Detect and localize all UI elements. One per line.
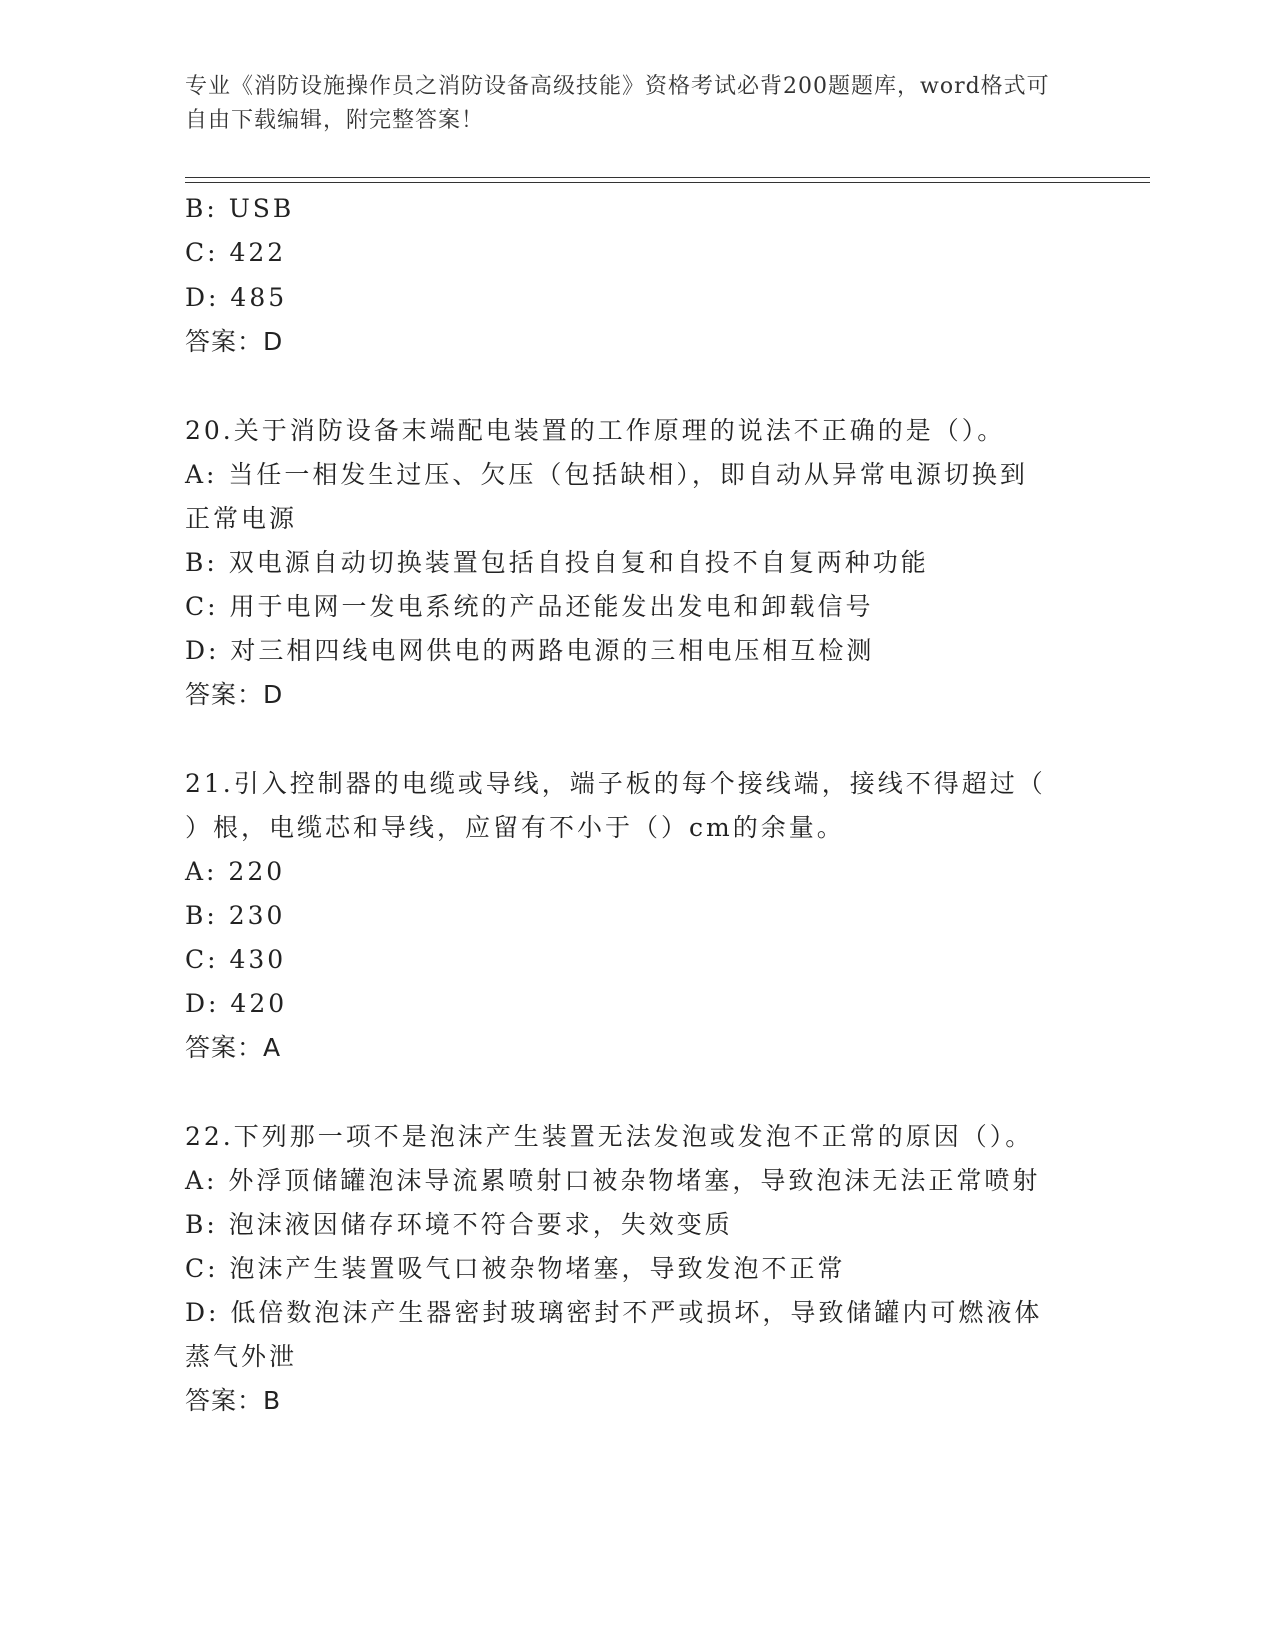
option-b: B: 230 <box>185 901 286 930</box>
option-a: A: 外浮顶储罐泡沫导流累喷射口被杂物堵塞，导致泡沫无法正常喷射 <box>185 1166 1041 1195</box>
option-d: D: 485 <box>185 283 288 312</box>
answer-line: 答案：D <box>185 327 284 356</box>
option-c: C: 430 <box>185 945 287 974</box>
answer-line: 答案：B <box>185 1386 282 1415</box>
header-divider <box>185 177 1150 178</box>
option-b: B: 泡沫液因储存环境不符合要求，失效变质 <box>185 1210 733 1239</box>
question-stem-continued: ）根，电缆芯和导线，应留有不小于（）cm的余量。 <box>185 813 845 842</box>
option-a: A: 当任一相发生过压、欠压（包括缺相），即自动从异常电源切换到 <box>185 460 1028 489</box>
answer-line: 答案：D <box>185 680 284 709</box>
question-stem: 22.下列那一项不是泡沫产生装置无法发泡或发泡不正常的原因（）。 <box>185 1122 1034 1151</box>
option-d: D: 对三相四线电网供电的两路电源的三相电压相互检测 <box>185 636 875 665</box>
option-d: D: 420 <box>185 989 288 1018</box>
question-stem: 21.引入控制器的电缆或导线，端子板的每个接线端，接线不得超过（ <box>185 769 1046 798</box>
option-c: C: 422 <box>185 238 287 267</box>
page-header: 专业《消防设施操作员之消防设备高级技能》资格考试必背200题题库，word格式可自由下载编辑，附完整答案！ <box>185 74 1050 133</box>
header-divider-secondary <box>185 182 1150 183</box>
option-c: C: 用于电网一发电系统的产品还能发出发电和卸载信号 <box>185 592 874 621</box>
option-b: B: 双电源自动切换装置包括自投自复和自投不自复两种功能 <box>185 548 929 577</box>
option-b: B: USB <box>185 194 295 223</box>
option-d: D: 低倍数泡沫产生器密封玻璃密封不严或损坏，导致储罐内可燃液体 <box>185 1298 1043 1327</box>
option-c: C: 泡沫产生装置吸气口被杂物堵塞，导致发泡不正常 <box>185 1254 846 1283</box>
option-a-continued: 正常电源 <box>185 504 298 533</box>
question-stem: 20.关于消防设备末端配电装置的工作原理的说法不正确的是（）。 <box>185 416 1006 445</box>
option-a: A: 220 <box>185 857 286 886</box>
answer-line: 答案：A <box>185 1033 282 1062</box>
option-d-continued: 蒸气外泄 <box>185 1342 298 1371</box>
